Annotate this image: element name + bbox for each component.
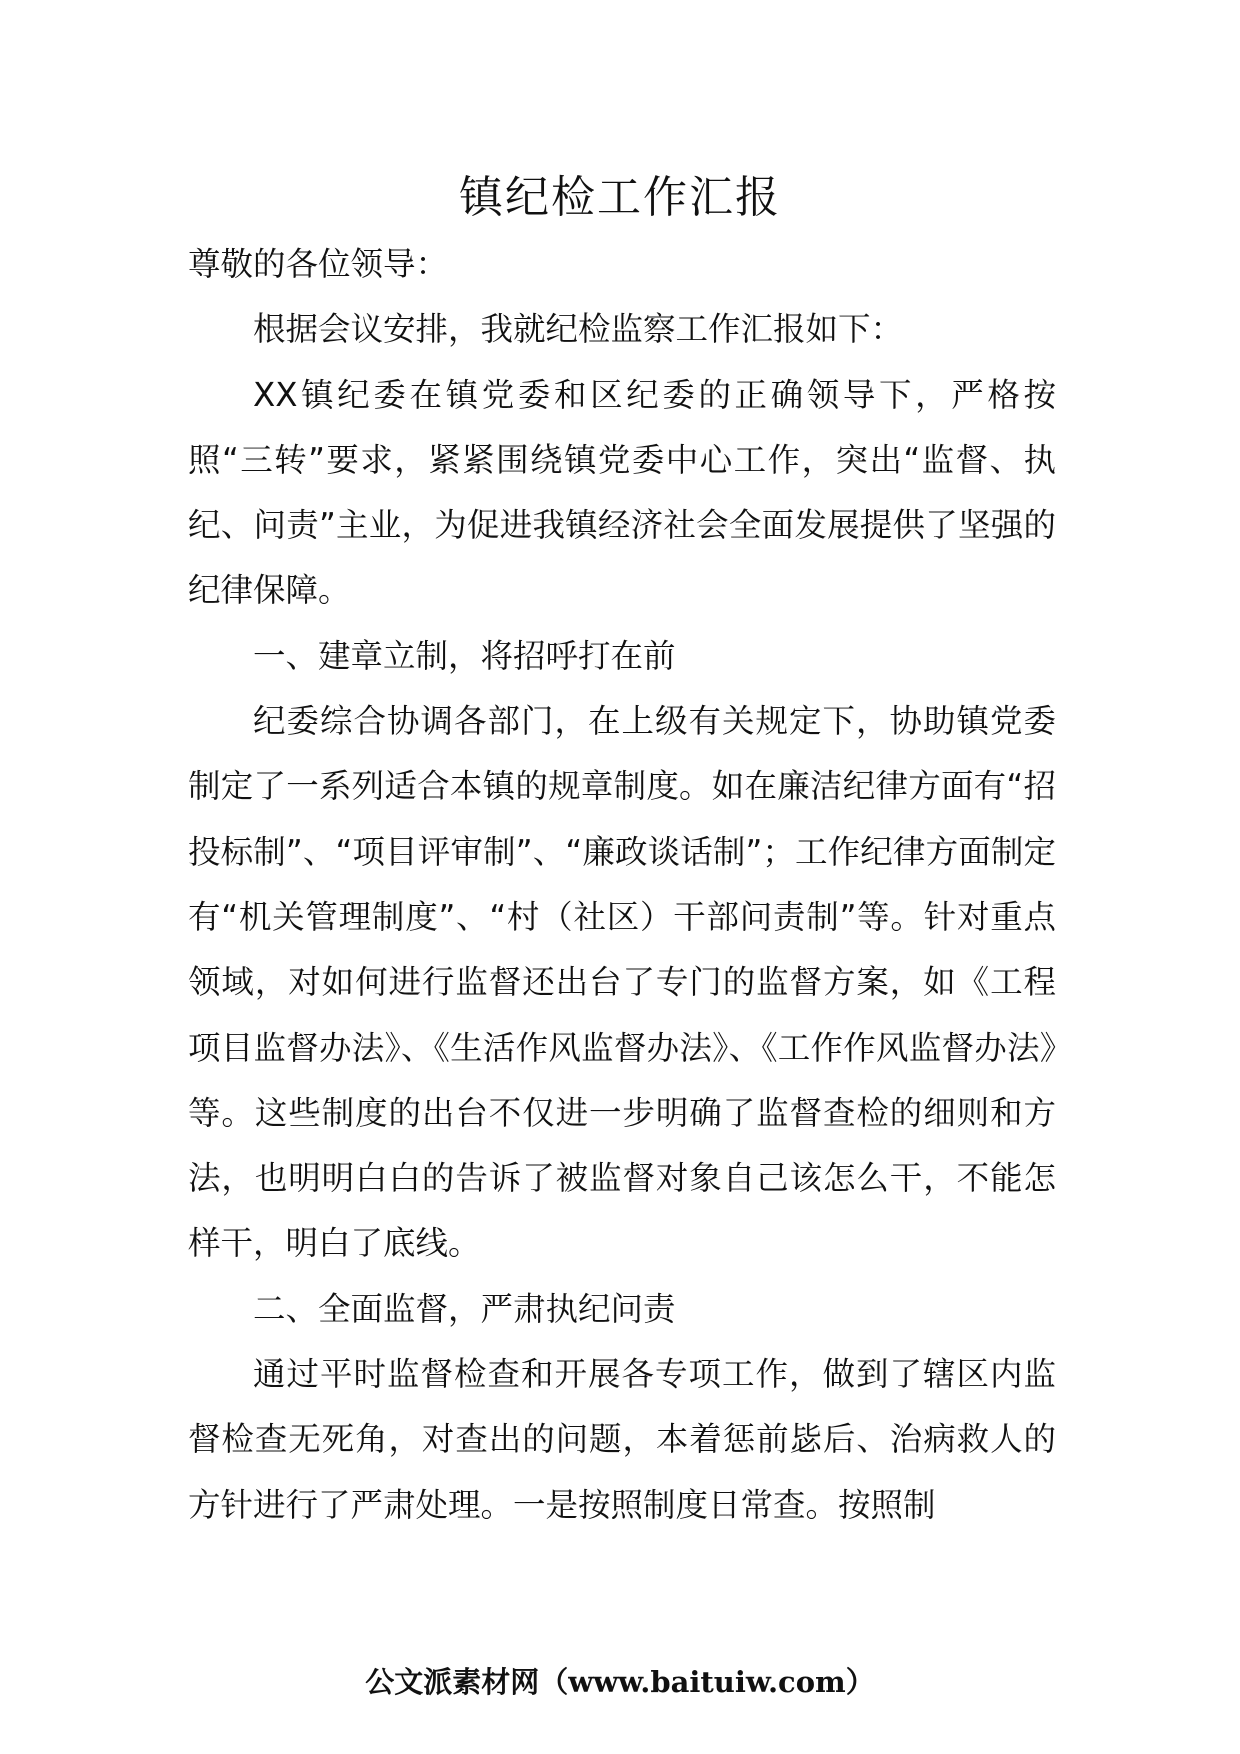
section-paragraph-2: 通过平时监督检查和开展各专项工作，做到了辖区内监督检查无死角，对查出的问题，本着惩前毖后、治病救人的方针进行了严肃处理。一是按照制度日常查。按照制 — [188, 1355, 1056, 1524]
footer-watermark: 公文派素材网（www.baituiw.com） — [365, 1665, 875, 1699]
salutation: 尊敬的各位领导： — [188, 245, 449, 283]
section-paragraph-1: 纪委综合协调各部门，在上级有关规定下，协助镇党委制定了一系列适合本镇的规章制度。如在廉洁纪律方面有“招投标制”、“项目评审制”、“廉政谈话制”；工作纪律方面制定有“机关管理制度”、“村（社区）干部问责制”等。针对重点领域，对如何进行监督还出台了专门的监督方案，如《工程项目监督办法》、《生活作风监督办法》、《工作作风监督办法》等。这些制度的出台不仅进一步明确了监督查检的细则和方法，也明明白白的告诉了被监督对象自己该怎么干，不能怎样干，明白了底线。 — [188, 702, 1056, 1263]
overview-paragraph: XX镇纪委在镇党委和区纪委的正确领导下，严格按照“三转”要求，紧紧围绕镇党委中心工作，突出“监督、执纪、问责”主业，为促进我镇经济社会全面发展提供了坚强的纪律保障。 — [188, 375, 1056, 610]
intro-paragraph: 根据会议安排，我就纪检监察工作汇报如下： — [253, 310, 904, 349]
section-heading-1: 一、建章立制，将招呼打在前 — [253, 636, 676, 675]
section-heading-2: 二、全面监督，严肃执纪问责 — [253, 1289, 676, 1328]
document-body — [188, 232, 1056, 1538]
document-title: 镇纪检工作汇报 — [459, 172, 781, 223]
